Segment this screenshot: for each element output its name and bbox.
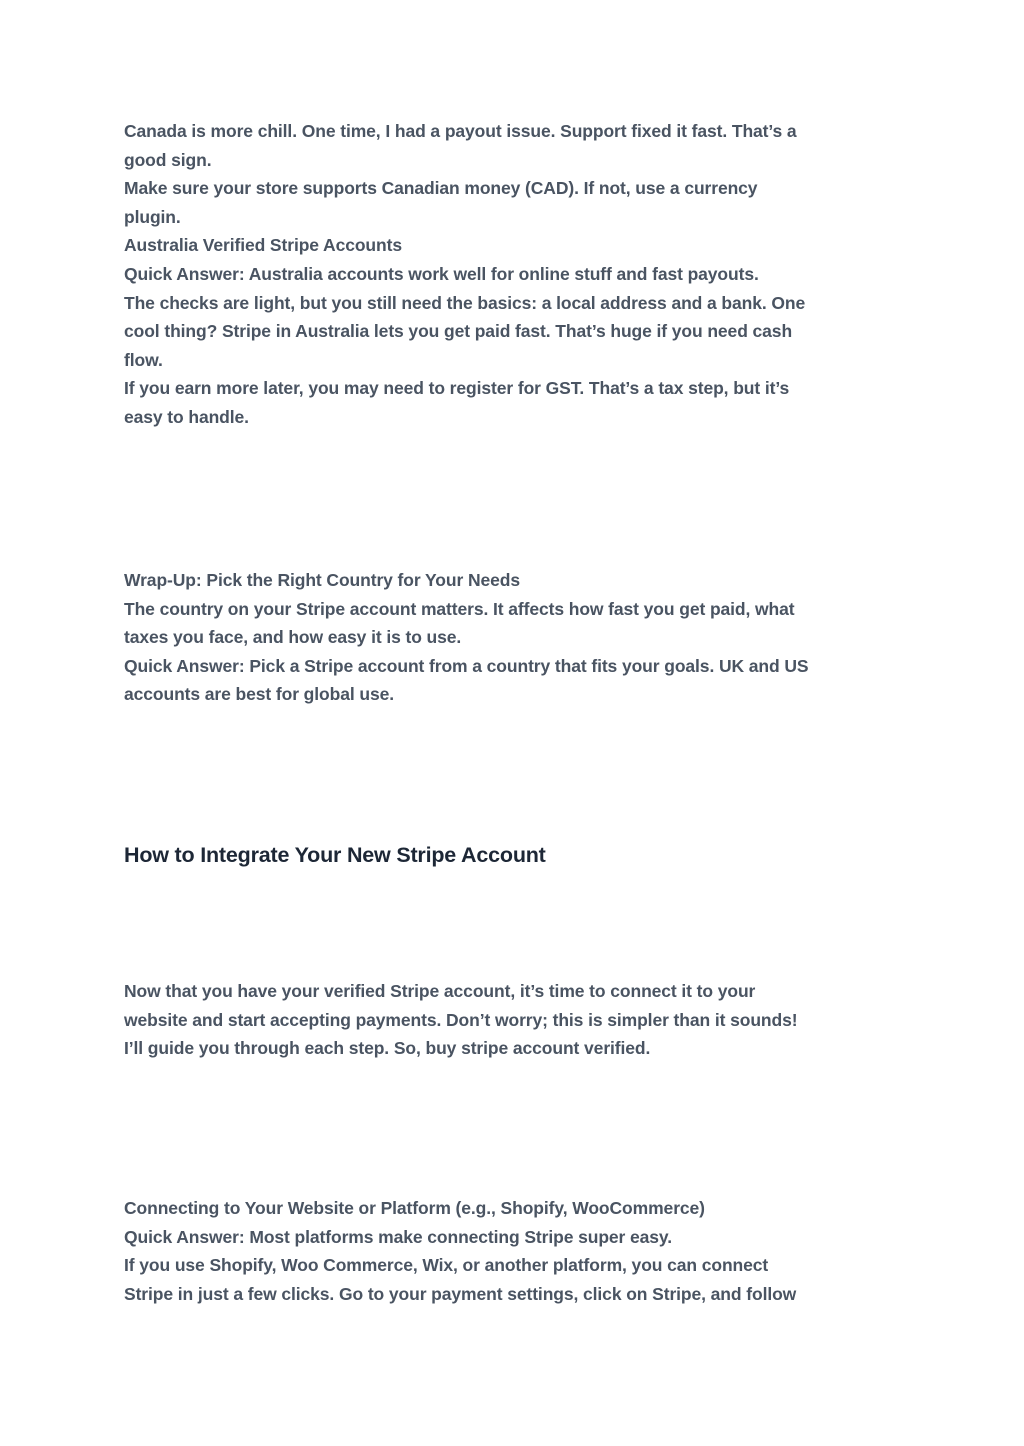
- text-line: easy to handle.: [124, 406, 249, 427]
- text-line: taxes you face, and how easy it is to use.: [124, 627, 462, 648]
- text-line: If you earn more later, you may need to register for GST. That’s a tax step, but it’s: [124, 378, 790, 399]
- text-line: Canada is more chill. One time, I had a payout issue. Support fixed it fast. That’s a: [124, 121, 797, 141]
- paragraph-integrate-intro: [124, 977, 914, 1063]
- text-line: good sign.: [124, 149, 212, 170]
- paragraph-canada-currency: [124, 174, 914, 231]
- text-line: cool thing? Stripe in Australia lets you get paid fast. That’s huge if you need cash: [124, 321, 793, 342]
- text-line: accounts are best for global use.: [124, 684, 394, 705]
- text-line: Make sure your store supports Canadian money (CAD). If not, use a currency: [124, 178, 758, 199]
- text-line: website and start accepting payments. Don’t worry; this is simpler than it sounds!: [124, 1009, 798, 1030]
- paragraph-wrap-up-quick-answer: [124, 652, 914, 709]
- text-line: Stripe in just a few clicks. Go to your payment settings, click on Stripe, and follow: [124, 1283, 797, 1304]
- text-line: Australia Verified Stripe Accounts: [124, 235, 402, 256]
- paragraph-connecting-quick-answer: [124, 1223, 914, 1252]
- text-line: flow.: [124, 349, 163, 370]
- heading-integrate-stripe-account: How to Integrate Your New Stripe Account: [124, 843, 546, 867]
- text-line: If you use Shopify, Woo Commerce, Wix, or another platform, you can connect: [124, 1255, 769, 1276]
- text-line: I’ll guide you through each step. So, buy stripe account verified.: [124, 1038, 651, 1059]
- text-line: The checks are light, but you still need the basics: a local address and a bank. One: [124, 292, 806, 313]
- paragraph-australia-quick-answer: [124, 260, 914, 289]
- subheading-australia-verified-accounts: [124, 231, 914, 260]
- text-line: Quick Answer: Australia accounts work well for online stuff and fast payouts.: [124, 263, 759, 284]
- text-line: Connecting to Your Website or Platform (e.g., Shopify, WooCommerce): [124, 1198, 705, 1218]
- paragraph-country-matters: [124, 595, 914, 652]
- text-line: The country on your Stripe account matters. It affects how fast you get paid, what: [124, 598, 795, 619]
- section-integrate-intro: [124, 977, 914, 1063]
- subheading-wrap-up: [124, 566, 914, 595]
- section-canada-australia: [124, 117, 914, 432]
- paragraph-australia-checks: [124, 289, 914, 375]
- paragraph-connecting-steps: [124, 1251, 914, 1308]
- text-line: Quick Answer: Pick a Stripe account from a country that fits your goals. UK and US: [124, 655, 809, 676]
- text-line: plugin.: [124, 206, 181, 227]
- section-connecting-platform: [124, 1194, 914, 1308]
- subheading-connecting-platform: [124, 1194, 914, 1223]
- text-line: Now that you have your verified Stripe account, it’s time to connect it to your: [124, 981, 756, 1001]
- paragraph-australia-gst: [124, 374, 914, 431]
- paragraph-canada-support: [124, 117, 914, 174]
- section-wrap-up: [124, 566, 914, 709]
- text-line: Quick Answer: Most platforms make connecting Stripe super easy.: [124, 1226, 673, 1247]
- text-line: Wrap-Up: Pick the Right Country for Your Needs: [124, 570, 520, 590]
